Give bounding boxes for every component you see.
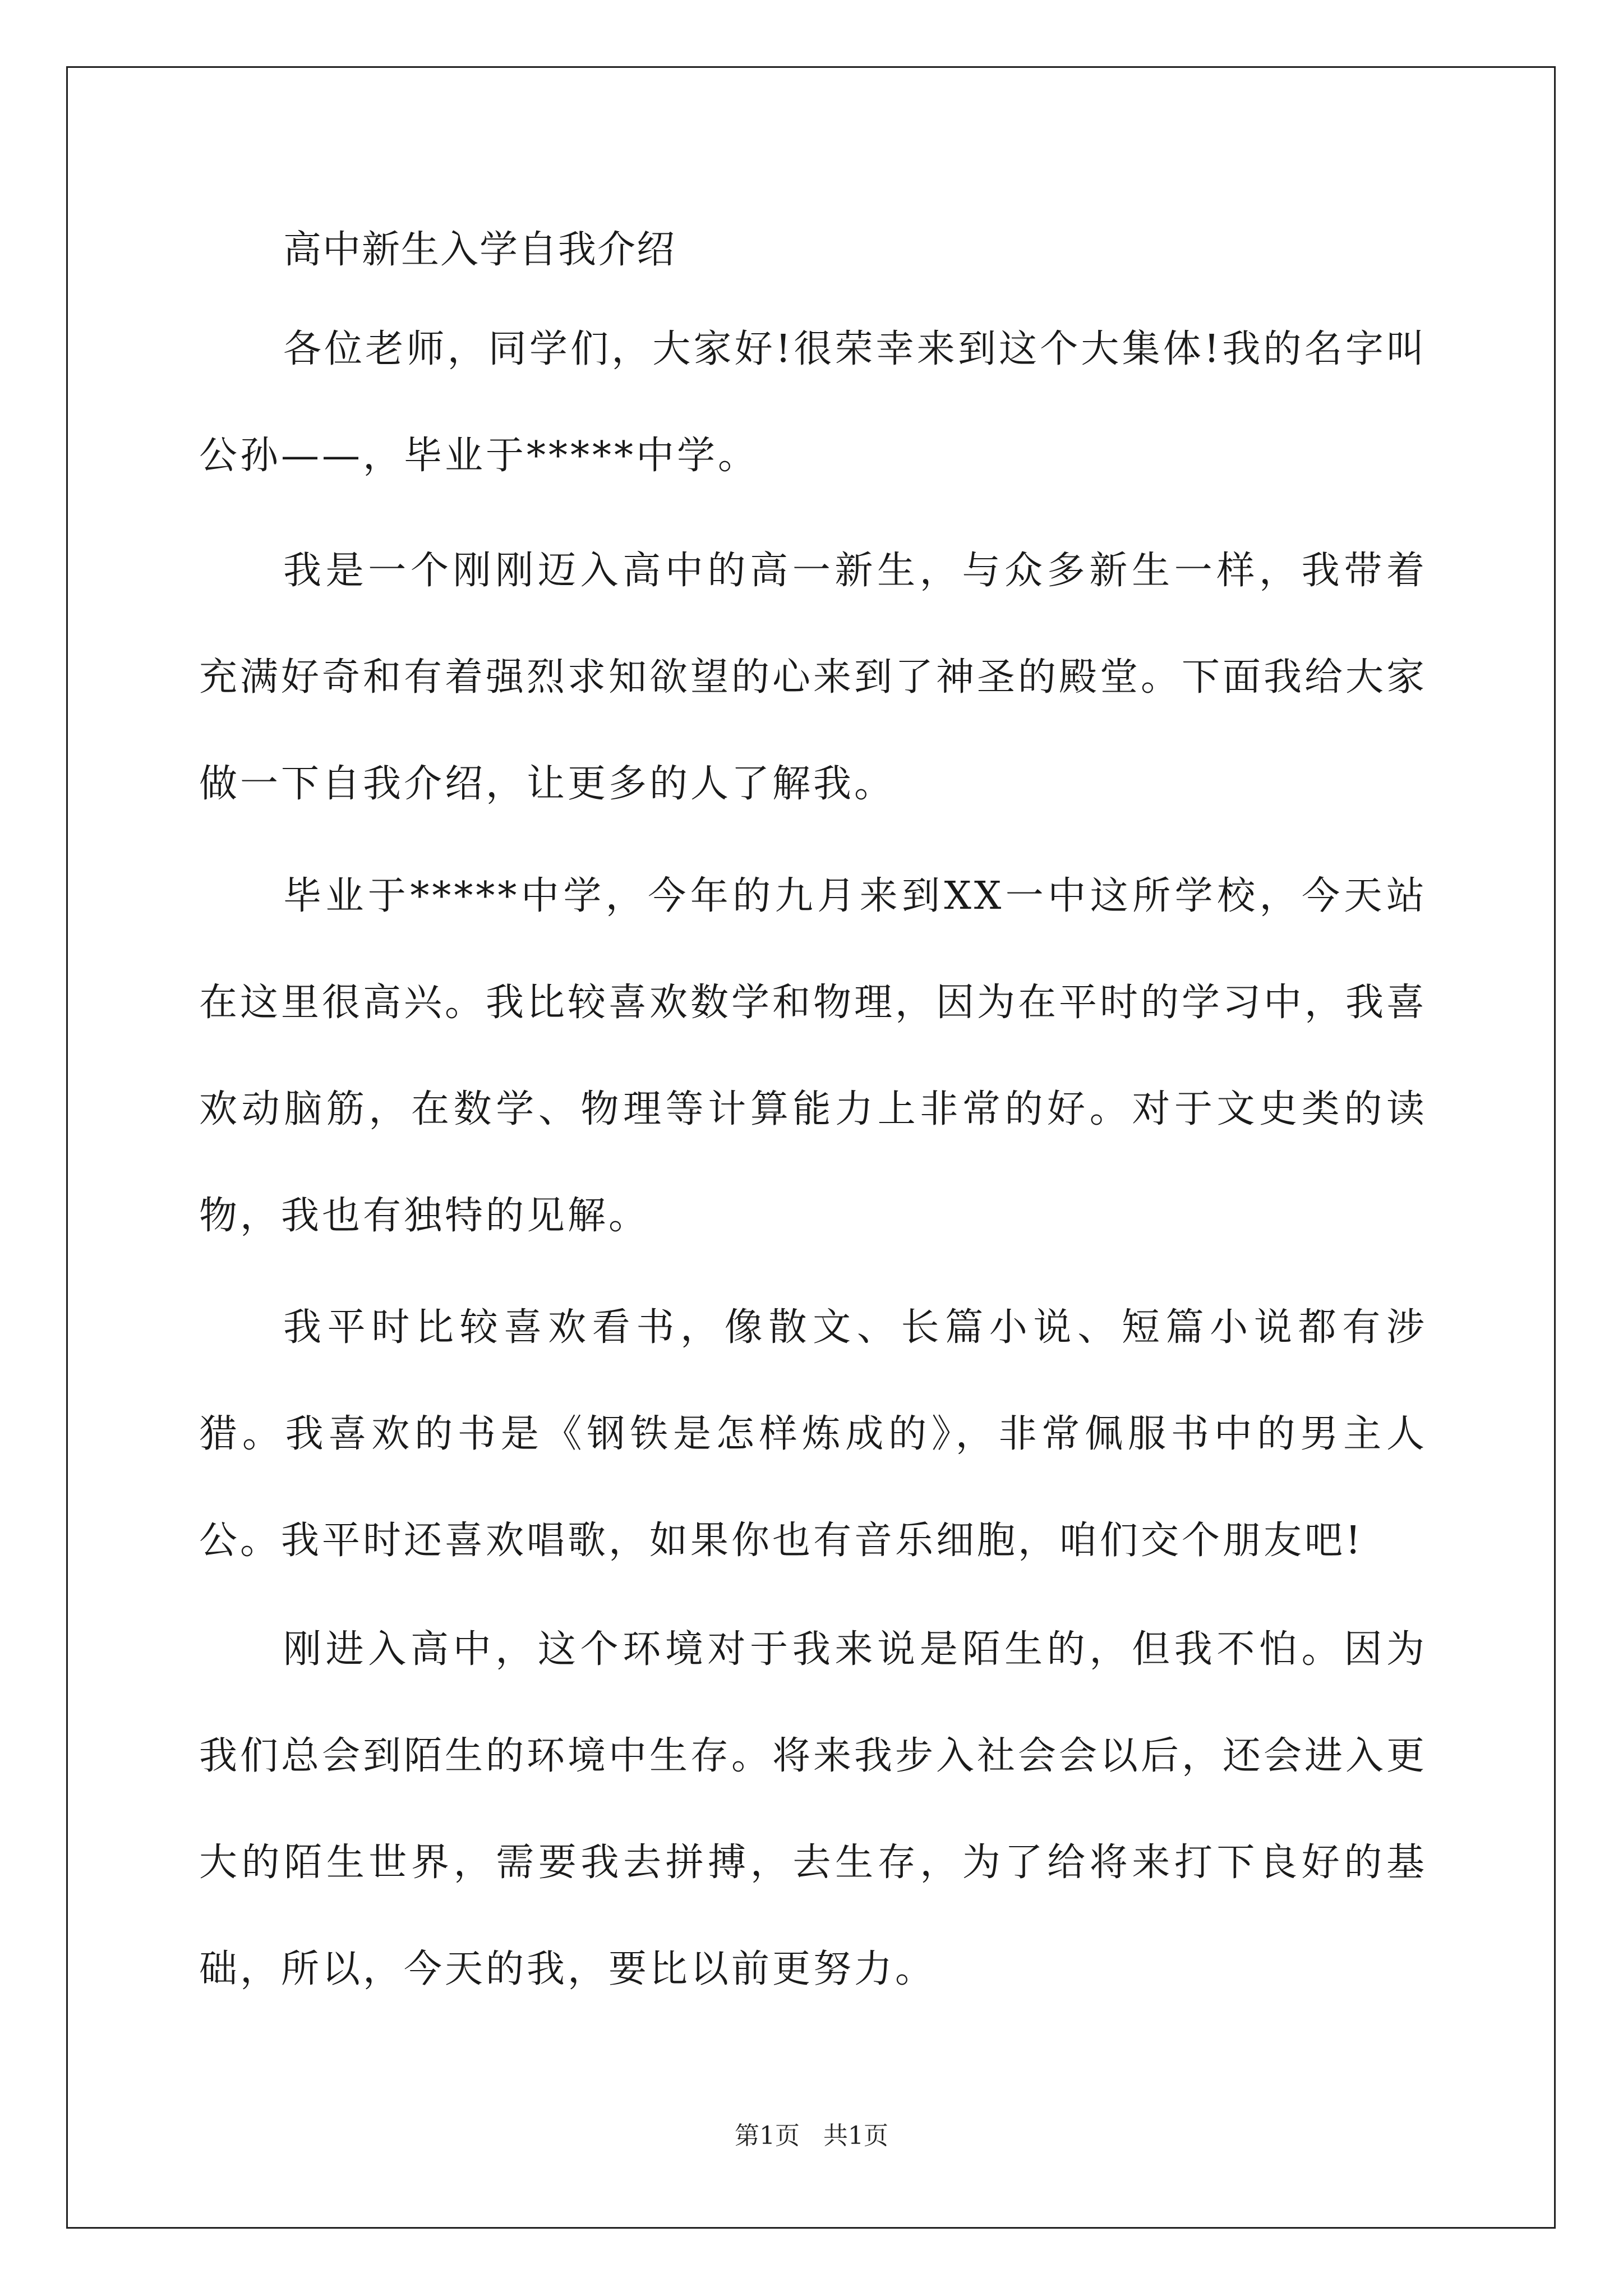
document-title: 高中新生入学自我介绍 xyxy=(283,228,676,272)
paragraph-hobbies: 我平时比较喜欢看书，像散文、长篇小说、短篇小说都有涉猎。我喜欢的书是《钢铁是怎样炼成的》，非常佩服书中的男主人公。我平时还喜欢唱歌，如果你也有音乐细胞，咱们交个朋友吧! xyxy=(199,1305,1427,1563)
paragraph-school-interests: 毕业于*****中学，今年的九月来到XX一中这所学校，今天站在这里很高兴。我比较喜欢数学和物理，因为在平时的学习中，我喜欢动脑筋，在数学、物理等计算能力上非常的好。对于文史类的读物，我也有独特的见解。 xyxy=(199,874,1428,1238)
paragraph-introduction: 我是一个刚刚迈入高中的高一新生，与众多新生一样，我带着充满好奇和有着强烈求知欲望的心来到了神圣的殿堂。下面我给大家做一下自我介绍，让更多的人了解我。 xyxy=(199,549,1428,806)
paragraph-greeting: 各位老师，同学们，大家好!很荣幸来到这个大集体!我的名字叫公孙——，毕业于*****中学。 xyxy=(199,327,1427,478)
page-number-footer: 第1页 共1页 xyxy=(735,2122,888,2150)
paragraph-new-environment: 刚进入高中，这个环境对于我来说是陌生的，但我不怕。因为我们总会到陌生的环境中生存。将来我步入社会会以后，还会进入更大的陌生世界，需要我去拼搏，去生存，为了给将来打下良好的基础，所以，今天的我，要比以前更努力。 xyxy=(199,1627,1428,1991)
